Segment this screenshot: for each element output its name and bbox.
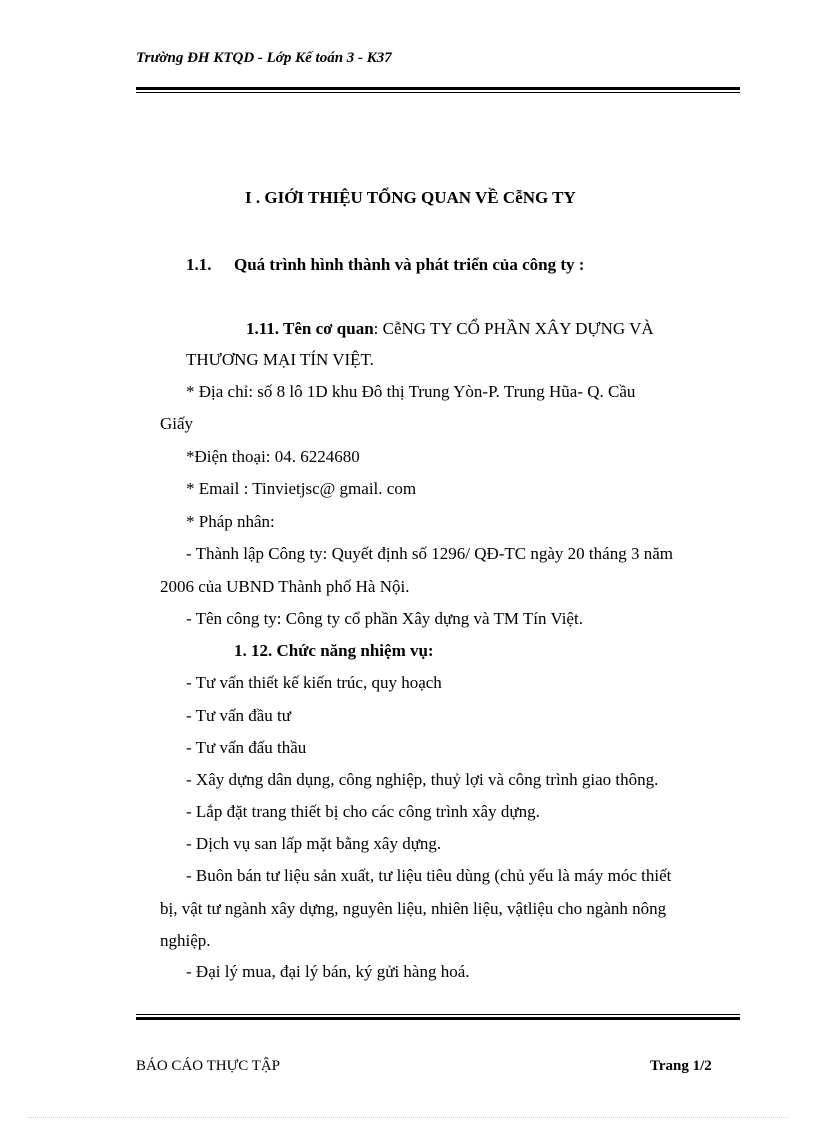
- list-item: - Xây dựng dân dụng, công nghiệp, thuỷ lợi và công trình giao thông.: [186, 770, 659, 789]
- section-title: I . GIỚI THIỆU TỔNG QUAN VỀ CễNG TY: [245, 188, 576, 207]
- list-item: - Dịch vụ san lấp mặt bằng xây dựng.: [186, 834, 442, 853]
- agency-name-part1: : CễNG TY CỔ PHẦN XÂY DỰNG VÀ: [373, 319, 654, 338]
- page-header: Trường ĐH KTQD - Lớp Kế toán 3 - K37: [136, 50, 392, 66]
- subsection-number: 1.1.: [186, 255, 212, 274]
- phone: *Điện thoại: 04. 6224680: [186, 447, 360, 466]
- subsection-title: [186, 255, 584, 275]
- trade-line1: - Buôn bán tư liệu sản xuất, tư liệu tiêu dùng (chủ yếu là máy móc thiết: [186, 866, 672, 885]
- email: * Email : Tinvietjsc@ gmail. com: [186, 479, 417, 498]
- subsection-text: Quá trình hình thành và phát triển của công ty :: [234, 255, 585, 274]
- legal-entity: * Pháp nhân:: [186, 512, 275, 531]
- header-rule: [136, 87, 740, 93]
- address-line2: Giấy: [160, 414, 194, 433]
- footer-title: BÁO CÁO THỰC TẬP: [136, 1058, 281, 1074]
- list-item: - Lắp đặt trang thiết bị cho các công trình xây dựng.: [186, 802, 540, 821]
- founding-line1: - Thành lập Công ty: Quyết định số 1296/ QĐ-TC ngày 20 tháng 3 năm: [186, 544, 673, 563]
- functions-title: 1. 12. Chức năng nhiệm vụ:: [234, 641, 434, 660]
- agency-name-line1: [246, 319, 738, 339]
- company-name: - Tên công ty: Công ty cổ phần Xây dựng và TM Tín Việt.: [186, 609, 583, 628]
- trade-line3: nghiệp.: [160, 931, 211, 950]
- address-line1: * Địa chỉ: số 8 lô 1D khu Đô thị Trung Yòn-P. Trung Hũa- Q. Cầu: [186, 382, 636, 401]
- founding-line2: 2006 của UBND Thành phố Hà Nội.: [160, 577, 410, 596]
- page-bottom-edge: [28, 1117, 788, 1118]
- page-number: Trang 1/2: [650, 1058, 712, 1074]
- footer-rule: [136, 1013, 740, 1020]
- list-item: - Tư vấn thiết kế kiến trúc, quy hoạch: [186, 673, 442, 692]
- list-item: - Tư vấn đấu thầu: [186, 738, 307, 757]
- agency-label: 1.11. Tên cơ quan: [246, 319, 374, 338]
- agency-name-line2: THƯƠNG MẠI TÍN VIỆT.: [186, 350, 374, 369]
- list-item: - Tư vấn đầu tư: [186, 706, 291, 725]
- agency-trade-item: - Đại lý mua, đại lý bán, ký gửi hàng hoá.: [186, 962, 470, 981]
- trade-line2: bị, vật tư ngành xây dựng, nguyên liệu, nhiên liệu, vậtliệu cho ngành nông: [160, 899, 667, 918]
